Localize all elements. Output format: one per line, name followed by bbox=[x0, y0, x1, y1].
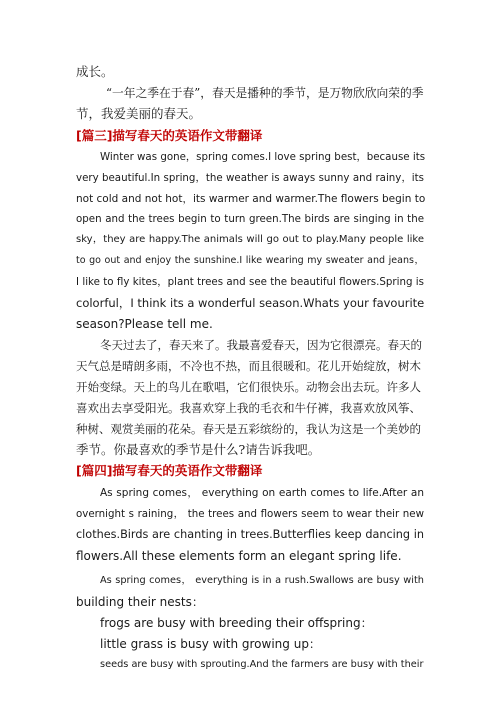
text-line: I like to fly kites，plant trees and see the beautiful flowers.Spring is bbox=[76, 276, 424, 288]
text-line: “一年之季在于春”，春天是播种的季节，是万物欣欣向荣的季 bbox=[106, 86, 424, 100]
text-line: flowers.All these elements form an elegant spring life. bbox=[76, 549, 402, 563]
section-heading: [篇三]描写春天的英语作文带翻译 bbox=[76, 128, 263, 143]
text-line: overnight s raining， the trees and flowers seem to wear their new bbox=[76, 508, 424, 520]
text-line: to go out and enjoy the sunshine.I like wearing my sweater and jeans， bbox=[76, 255, 424, 266]
text-line: Winter was gone，spring comes.I love spring best，because its bbox=[100, 151, 426, 163]
text-line: clothes.Birds are chanting in trees.Butterflies keep dancing in bbox=[76, 528, 424, 541]
text-line: little grass is busy with growing up： bbox=[100, 637, 321, 651]
text-line: very beautiful.In spring，the weather is aways sunny and rainy，its bbox=[76, 172, 424, 184]
text-line: season?Please tell me. bbox=[76, 317, 213, 331]
text-line: As spring comes， everything is in a rush.Swallows are busy with bbox=[100, 575, 424, 586]
text-line: 季节。你最喜欢的季节是什么?请告诉我吧。 bbox=[76, 442, 321, 457]
text-line: frogs are busy with breeding their offspring： bbox=[100, 616, 373, 630]
section-heading: [篇四]描写春天的英语作文带翻译 bbox=[76, 463, 263, 478]
text-line: colorful，I think its a wonderful season.Whats your favourite bbox=[76, 296, 425, 310]
text-line: 冬天过去了，春天来了。我最喜爱春天，因为它很漂亮。春天的 bbox=[100, 338, 422, 352]
text-line: 种树、观赏美丽的花朵。春天是五彩缤纷的，我认为这是一个美妙的 bbox=[76, 422, 421, 436]
text-line: open and the trees begin to turn green.The birds are singing in the bbox=[76, 213, 424, 225]
text-line: 节，我爱美丽的春天。 bbox=[76, 106, 202, 121]
text-line: not cold and not hot，its warmer and warmer.The flowers begin to bbox=[76, 193, 426, 205]
text-line: 喜欢出去享受阳光。我喜欢穿上我的毛衣和牛仔裤，我喜欢放风筝、 bbox=[76, 401, 421, 415]
text-line: As spring comes， everything on earth comes to life.After an bbox=[100, 487, 424, 499]
text-line: 成长。 bbox=[76, 64, 114, 79]
text-line: 开始变绿。天上的鸟儿在歌唱，它们很快乐。动物会出去玩。许多人 bbox=[76, 380, 421, 394]
text-line: 天气总是晴朗多雨，不冷也不热，而且很暖和。花儿开始绽放，树木 bbox=[76, 359, 421, 373]
text-line: sky，they are happy.The animals will go out to play.Many people like bbox=[76, 234, 424, 245]
text-line: building their nests： bbox=[76, 595, 204, 609]
text-line: seeds are busy with sprouting.And the farmers are busy with their bbox=[100, 659, 424, 670]
